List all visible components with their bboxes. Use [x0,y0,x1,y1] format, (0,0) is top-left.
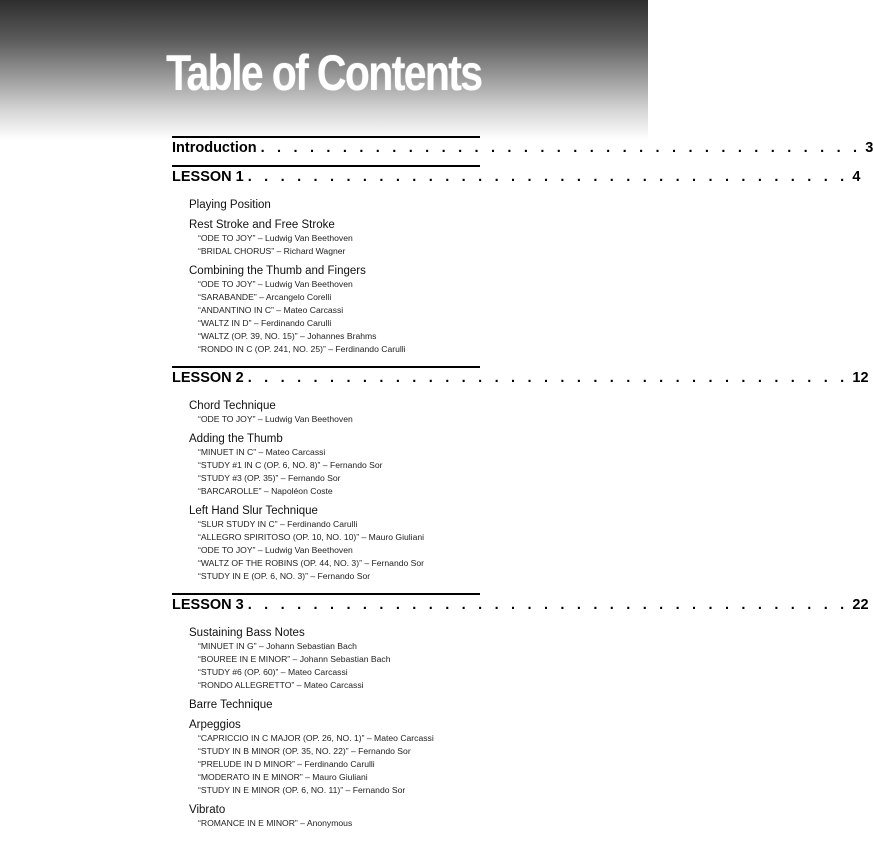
entry-label: LESSON 2 [172,370,244,386]
leader-dots: . . . . . . . . . . . . . . . . . . . . . . . . . . . . . . . . . . . . . [247,169,849,185]
piece-entry: “CAPRICCIO IN C MAJOR (OP. 26, NO. 1)” – Mateo Carcassi [198,733,434,743]
topic-title: Sustaining Bass Notes [189,627,305,639]
piece-entry: “ODE TO JOY” – Ludwig Van Beethoven [198,233,353,243]
topic-title: Playing Position [189,199,271,211]
entry-label: LESSON 1 [172,169,244,185]
lesson-2 [172,366,869,593]
piece-entry: “RONDO IN C (OP. 241, NO. 25)” – Ferdinando Carulli [198,344,406,354]
lesson-3 [172,593,869,840]
lesson-1 [172,165,861,366]
leader-dots: . . . . . . . . . . . . . . . . . . . . . . . . . . . . . . . . . . . . . [247,370,849,386]
piece-entry: “STUDY #1 IN C (OP. 6, NO. 8)” – Fernando Sor [198,460,383,470]
piece-entry: “ODE TO JOY” – Ludwig Van Beethoven [198,414,353,424]
lessons-list [172,165,869,840]
piece-entry: “SARABANDE” – Arcangelo Corelli [198,292,332,302]
piece-entry: “MINUET IN C” – Mateo Carcassi [198,447,326,457]
piece-entry: “ODE TO JOY” – Ludwig Van Beethoven [198,545,353,555]
toc-entry-lesson-3 [172,596,869,622]
piece-entry: “WALTZ IN D” – Ferdinando Carulli [198,318,332,328]
piece-entry: “BRIDAL CHORUS” – Richard Wagner [198,246,346,256]
piece-entry: “STUDY IN E (OP. 6, NO. 3)” – Fernando Sor [198,571,371,581]
leader-dots: . . . . . . . . . . . . . . . . . . . . . . . . . . . . . . . . . . . . . [260,140,862,156]
lesson-sections [189,626,480,840]
piece-entry: “ALLEGRO SPIRITOSO (OP. 10, NO. 10)” – Mauro Giuliani [198,532,425,542]
piece-entry: “MODERATO IN E MINOR” – Mauro Giuliani [198,772,368,782]
topic-block [189,218,480,258]
entry-page-number: 3 [865,140,873,156]
table-of-contents [172,136,873,840]
piece-entry: “WALTZ (OP. 39, NO. 15)” – Johannes Brahms [198,331,377,341]
topic-block [189,718,480,797]
piece-entry: “PRELUDE IN D MINOR” – Ferdinando Carulli [198,759,375,769]
topic-title: Rest Stroke and Free Stroke [189,219,335,231]
topic-title: Left Hand Slur Technique [189,505,318,517]
piece-entry: “WALTZ OF THE ROBINS (OP. 44, NO. 3)” – Fernando Sor [198,558,425,568]
piece-entry: “ANDANTINO IN C” – Mateo Carcassi [198,305,344,315]
section-rule [172,165,480,167]
lesson-sections [189,198,480,366]
piece-entry: “STUDY #3 (OP. 35)” – Fernando Sor [198,473,341,483]
toc-entry-lesson-1 [172,168,861,194]
topic-title: Vibrato [189,804,226,816]
piece-entry: “STUDY IN E MINOR (OP. 6, NO. 11)” – Fernando Sor [198,785,406,795]
entry-label: Introduction [172,140,257,156]
lesson-sections [189,399,480,593]
entry-page-number: 22 [852,597,869,613]
topic-title: Adding the Thumb [189,433,283,445]
topic-block [189,432,480,498]
piece-entry: “STUDY IN B MINOR (OP. 35, NO. 22)” – Fernando Sor [198,746,411,756]
topic-block [189,698,480,712]
leader-dots: . . . . . . . . . . . . . . . . . . . . . . . . . . . . . . . . . . . . . [247,597,849,613]
piece-entry: “BOUREE IN E MINOR” – Johann Sebastian Bach [198,654,391,664]
page-title: Table of Contents [166,45,482,101]
topic-title: Combining the Thumb and Fingers [189,265,366,277]
piece-entry: “STUDY #6 (OP. 60)” – Mateo Carcassi [198,667,348,677]
topic-block [189,399,480,426]
topic-block [189,264,480,356]
topic-block [189,803,480,830]
entry-page-number: 4 [852,169,861,185]
topic-title: Barre Technique [189,699,273,711]
toc-entry-introduction [172,139,873,165]
piece-entry: “SLUR STUDY IN C” – Ferdinando Carulli [198,519,358,529]
section-rule [172,366,480,368]
piece-entry: “ROMANCE IN E MINOR” – Anonymous [198,818,353,828]
piece-entry: “ODE TO JOY” – Ludwig Van Beethoven [198,279,353,289]
toc-entry-lesson-2 [172,369,869,395]
topic-title: Chord Technique [189,400,276,412]
topic-block [189,504,480,583]
topic-title: Arpeggios [189,719,241,731]
piece-entry: “RONDO ALLEGRETTO” – Mateo Carcassi [198,680,364,690]
entry-label: LESSON 3 [172,597,244,613]
topic-block [189,626,480,692]
section-rule [172,593,480,595]
piece-entry: “MINUET IN G” – Johann Sebastian Bach [198,641,357,651]
entry-page-number: 12 [852,370,869,386]
section-rule [172,136,480,138]
piece-entry: “BARCAROLLE” – Napoléon Coste [198,486,333,496]
topic-block [189,198,480,212]
